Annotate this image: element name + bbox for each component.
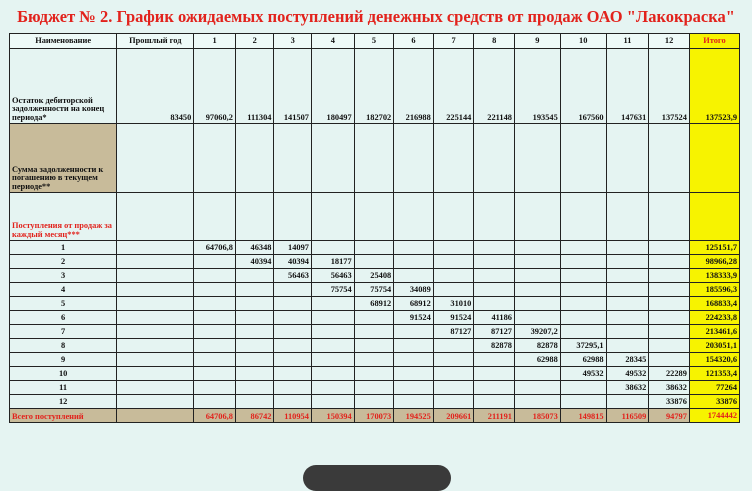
table-cell: 180497 — [311, 49, 354, 124]
column-header-month: 5 — [354, 34, 394, 49]
total-cell: 138333,9 — [689, 269, 739, 283]
table-cell — [194, 353, 236, 367]
table-cell — [194, 297, 236, 311]
table-cell — [649, 325, 690, 339]
table-cell — [474, 395, 515, 409]
table-cell — [235, 297, 274, 311]
table-cell — [117, 124, 194, 193]
table-cell — [117, 409, 194, 423]
table-cell — [394, 367, 434, 381]
table-cell: 91524 — [394, 311, 434, 325]
table-cell — [474, 124, 515, 193]
table-cell — [606, 255, 649, 269]
row-label: 6 — [10, 311, 117, 325]
table-cell — [311, 395, 354, 409]
header-row — [10, 34, 740, 49]
row-label: 10 — [10, 367, 117, 381]
income-month-row — [10, 255, 740, 269]
table-cell — [514, 269, 560, 283]
table-cell — [354, 381, 394, 395]
table-cell — [194, 381, 236, 395]
table-cell: 34089 — [394, 283, 434, 297]
column-header-month: 6 — [394, 34, 434, 49]
table-cell — [514, 193, 560, 241]
table-cell — [514, 283, 560, 297]
row-label: 5 — [10, 297, 117, 311]
table-cell — [394, 241, 434, 255]
table-cell — [560, 283, 606, 297]
table-cell — [649, 193, 690, 241]
table-cell — [194, 367, 236, 381]
table-cell — [433, 381, 474, 395]
table-cell — [394, 353, 434, 367]
table-cell — [433, 339, 474, 353]
table-cell: 37295,1 — [560, 339, 606, 353]
table-cell — [274, 193, 311, 241]
table-cell: 91524 — [433, 311, 474, 325]
table-cell — [194, 255, 236, 269]
table-cell — [194, 339, 236, 353]
table-cell — [194, 311, 236, 325]
table-cell — [394, 381, 434, 395]
row-label: 4 — [10, 283, 117, 297]
total-cell: 1744442 — [689, 409, 739, 423]
table-cell — [474, 297, 515, 311]
table-cell — [354, 193, 394, 241]
table-cell — [649, 297, 690, 311]
table-cell: 49532 — [606, 367, 649, 381]
table-cell — [394, 325, 434, 339]
column-header-month: 9 — [514, 34, 560, 49]
table-cell — [311, 353, 354, 367]
column-header-month: 7 — [433, 34, 474, 49]
row-label: 2 — [10, 255, 117, 269]
table-cell: 38632 — [649, 381, 690, 395]
table-cell — [649, 283, 690, 297]
table-cell — [117, 367, 194, 381]
income-month-row — [10, 381, 740, 395]
total-cell: 185596,3 — [689, 283, 739, 297]
table-cell — [606, 395, 649, 409]
table-cell: 110954 — [274, 409, 311, 423]
table-cell — [560, 395, 606, 409]
row-label: 12 — [10, 395, 117, 409]
table-cell: 185073 — [514, 409, 560, 423]
table-cell — [117, 255, 194, 269]
table-cell — [514, 395, 560, 409]
column-header-month: 8 — [474, 34, 515, 49]
table-cell: 68912 — [354, 297, 394, 311]
table-cell — [354, 124, 394, 193]
table-cell — [514, 241, 560, 255]
table-cell — [354, 395, 394, 409]
table-cell — [117, 297, 194, 311]
table-cell: 40394 — [274, 255, 311, 269]
table-cell — [235, 381, 274, 395]
row-label: 8 — [10, 339, 117, 353]
table-cell: 41186 — [474, 311, 515, 325]
column-header-month: 2 — [235, 34, 274, 49]
table-cell: 31010 — [433, 297, 474, 311]
table-cell: 56463 — [311, 269, 354, 283]
income-month-row — [10, 297, 740, 311]
income-month-row — [10, 395, 740, 409]
table-cell — [311, 241, 354, 255]
table-cell: 221148 — [474, 49, 515, 124]
table-cell — [433, 255, 474, 269]
debt-repayment-row — [10, 124, 740, 193]
table-cell — [117, 353, 194, 367]
table-cell — [194, 193, 236, 241]
total-cell: 77264 — [689, 381, 739, 395]
table-cell — [311, 124, 354, 193]
table-cell — [514, 255, 560, 269]
table-cell — [560, 381, 606, 395]
table-cell — [606, 124, 649, 193]
table-cell — [433, 193, 474, 241]
table-cell — [354, 367, 394, 381]
table-cell: 149815 — [560, 409, 606, 423]
row-label: 1 — [10, 241, 117, 255]
table-cell — [649, 311, 690, 325]
table-cell — [354, 353, 394, 367]
table-cell — [433, 241, 474, 255]
table-cell — [235, 353, 274, 367]
table-cell: 170073 — [354, 409, 394, 423]
table-cell — [606, 339, 649, 353]
table-cell — [514, 311, 560, 325]
table-cell — [474, 241, 515, 255]
table-cell — [235, 124, 274, 193]
total-cell: 213461,6 — [689, 325, 739, 339]
table-cell — [194, 124, 236, 193]
table-cell — [474, 353, 515, 367]
income-month-row — [10, 311, 740, 325]
table-cell: 167560 — [560, 49, 606, 124]
table-cell: 94797 — [649, 409, 690, 423]
table-cell — [274, 297, 311, 311]
table-cell: 209661 — [433, 409, 474, 423]
bottom-overlay-bar — [303, 465, 451, 491]
column-header-total: Итого — [689, 34, 739, 49]
table-cell — [354, 255, 394, 269]
column-header-month: 10 — [560, 34, 606, 49]
table-cell: 141507 — [274, 49, 311, 124]
table-cell — [560, 124, 606, 193]
row-label: 9 — [10, 353, 117, 367]
table-cell: 211191 — [474, 409, 515, 423]
total-cell: 137523,9 — [689, 49, 739, 124]
table-cell: 25408 — [354, 269, 394, 283]
income-month-row — [10, 325, 740, 339]
table-cell — [117, 395, 194, 409]
table-cell: 87127 — [433, 325, 474, 339]
table-cell — [235, 325, 274, 339]
table-cell — [606, 193, 649, 241]
table-cell: 64706,8 — [194, 409, 236, 423]
row-label: 11 — [10, 381, 117, 395]
receivables-row — [10, 49, 740, 124]
row-label: Всего поступлений — [10, 409, 117, 423]
table-cell — [474, 269, 515, 283]
table-cell: 150394 — [311, 409, 354, 423]
table-cell — [274, 353, 311, 367]
table-cell — [274, 381, 311, 395]
table-cell — [514, 381, 560, 395]
table-cell: 83450 — [117, 49, 194, 124]
table-cell — [274, 124, 311, 193]
table-cell: 111304 — [235, 49, 274, 124]
table-cell — [311, 311, 354, 325]
table-cell: 62988 — [560, 353, 606, 367]
income-month-row — [10, 353, 740, 367]
table-cell — [274, 325, 311, 339]
table-cell — [194, 395, 236, 409]
table-cell — [560, 255, 606, 269]
table-cell — [394, 124, 434, 193]
table-cell — [514, 367, 560, 381]
table-cell — [235, 283, 274, 297]
table-cell — [649, 353, 690, 367]
table-cell — [606, 269, 649, 283]
table-cell: 18177 — [311, 255, 354, 269]
income-month-row — [10, 339, 740, 353]
table-cell: 147631 — [606, 49, 649, 124]
total-cell: 154320,6 — [689, 353, 739, 367]
table-cell — [274, 367, 311, 381]
column-header-month: 4 — [311, 34, 354, 49]
table-cell: 193545 — [514, 49, 560, 124]
table-cell: 49532 — [560, 367, 606, 381]
table-cell — [235, 339, 274, 353]
table-cell: 28345 — [606, 353, 649, 367]
row-label: Остаток дебиторской задолженности на конец периода* — [10, 49, 117, 124]
sum-row — [10, 409, 740, 423]
total-cell — [689, 124, 739, 193]
table-cell — [560, 193, 606, 241]
table-cell — [606, 283, 649, 297]
table-cell — [235, 367, 274, 381]
total-cell: 203051,1 — [689, 339, 739, 353]
table-cell: 75754 — [311, 283, 354, 297]
row-label: Сумма задолженности к погашению в текущем периоде** — [10, 124, 117, 193]
income-month-row — [10, 367, 740, 381]
table-cell: 225144 — [433, 49, 474, 124]
total-cell: 125151,7 — [689, 241, 739, 255]
table-cell — [394, 395, 434, 409]
table-cell — [649, 269, 690, 283]
table-cell — [474, 255, 515, 269]
column-header-month: 1 — [194, 34, 236, 49]
table-cell — [274, 311, 311, 325]
table-cell — [560, 325, 606, 339]
total-cell: 98966,28 — [689, 255, 739, 269]
table-cell — [394, 193, 434, 241]
table-cell: 216988 — [394, 49, 434, 124]
table-cell — [235, 311, 274, 325]
table-cell: 33876 — [649, 395, 690, 409]
table-cell: 194525 — [394, 409, 434, 423]
table-cell — [117, 311, 194, 325]
row-label: 3 — [10, 269, 117, 283]
table-cell — [311, 193, 354, 241]
table-cell — [560, 311, 606, 325]
column-header-prev-year: Прошлый год — [117, 34, 194, 49]
table-cell — [194, 269, 236, 283]
total-cell: 121353,4 — [689, 367, 739, 381]
table-cell — [117, 325, 194, 339]
table-cell — [194, 283, 236, 297]
table-cell: 82878 — [474, 339, 515, 353]
table-cell — [311, 325, 354, 339]
column-header-month: 11 — [606, 34, 649, 49]
table-cell — [311, 367, 354, 381]
table-cell: 38632 — [606, 381, 649, 395]
budget-table — [9, 33, 740, 423]
income-month-row — [10, 241, 740, 255]
table-cell: 137524 — [649, 49, 690, 124]
table-cell: 68912 — [394, 297, 434, 311]
table-cell — [117, 381, 194, 395]
table-cell — [649, 339, 690, 353]
table-cell — [194, 325, 236, 339]
table-cell: 14097 — [274, 241, 311, 255]
table-cell — [606, 297, 649, 311]
table-cell — [311, 339, 354, 353]
table-cell — [354, 311, 394, 325]
table-cell: 182702 — [354, 49, 394, 124]
table-cell — [606, 325, 649, 339]
table-cell — [117, 339, 194, 353]
table-cell: 22289 — [649, 367, 690, 381]
total-cell: 224233,8 — [689, 311, 739, 325]
income-header-row — [10, 193, 740, 241]
table-cell — [354, 325, 394, 339]
table-cell — [354, 241, 394, 255]
table-cell — [433, 283, 474, 297]
table-cell — [235, 269, 274, 283]
column-header-month: 12 — [649, 34, 690, 49]
table-cell — [433, 269, 474, 283]
table-cell — [433, 353, 474, 367]
total-cell: 168833,4 — [689, 297, 739, 311]
table-cell: 64706,8 — [194, 241, 236, 255]
table-cell: 62988 — [514, 353, 560, 367]
table-cell — [474, 193, 515, 241]
table-cell — [474, 367, 515, 381]
table-cell — [560, 297, 606, 311]
table-cell — [433, 367, 474, 381]
table-cell: 116509 — [606, 409, 649, 423]
table-cell — [560, 241, 606, 255]
table-cell: 86742 — [235, 409, 274, 423]
table-cell: 46348 — [235, 241, 274, 255]
table-cell — [649, 124, 690, 193]
table-cell — [274, 395, 311, 409]
table-cell: 39207,2 — [514, 325, 560, 339]
column-header-month: 3 — [274, 34, 311, 49]
table-cell: 75754 — [354, 283, 394, 297]
table-cell — [117, 193, 194, 241]
table-cell — [649, 241, 690, 255]
table-cell — [433, 124, 474, 193]
table-cell — [606, 241, 649, 255]
table-cell — [274, 339, 311, 353]
table-cell — [474, 283, 515, 297]
table-cell — [274, 283, 311, 297]
table-cell: 40394 — [235, 255, 274, 269]
table-cell — [606, 311, 649, 325]
table-cell: 82878 — [514, 339, 560, 353]
table-cell — [117, 241, 194, 255]
table-cell — [560, 269, 606, 283]
table-cell — [649, 255, 690, 269]
row-label: 7 — [10, 325, 117, 339]
table-cell — [394, 269, 434, 283]
total-cell: 33876 — [689, 395, 739, 409]
table-cell — [433, 395, 474, 409]
table-cell — [117, 269, 194, 283]
column-header-name: Наименование — [10, 34, 117, 49]
table-cell — [235, 395, 274, 409]
total-cell — [689, 193, 739, 241]
table-cell: 87127 — [474, 325, 515, 339]
table-cell — [514, 297, 560, 311]
table-cell: 56463 — [274, 269, 311, 283]
row-label: Поступления от продаж за каждый месяц*** — [10, 193, 117, 241]
income-month-row — [10, 283, 740, 297]
table-cell — [235, 193, 274, 241]
table-cell — [311, 381, 354, 395]
table-cell — [394, 255, 434, 269]
table-cell — [514, 124, 560, 193]
table-cell — [394, 339, 434, 353]
table-cell: 97060,2 — [194, 49, 236, 124]
page-title: Бюджет № 2. График ожидаемых поступлений денежных средств от продаж ОАО "Лакокраска" — [17, 7, 735, 26]
table-cell — [117, 283, 194, 297]
income-month-row — [10, 269, 740, 283]
table-cell — [311, 297, 354, 311]
table-cell — [354, 339, 394, 353]
table-cell — [474, 381, 515, 395]
